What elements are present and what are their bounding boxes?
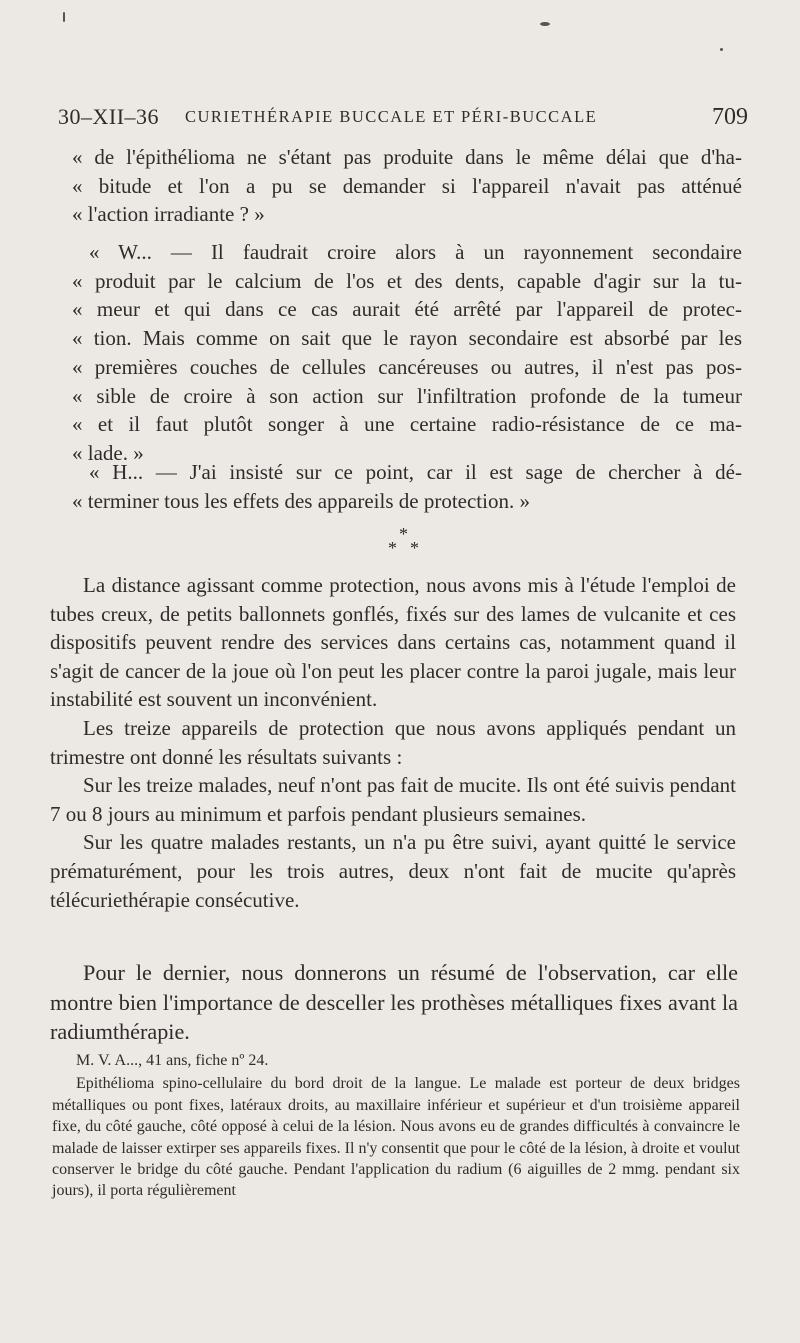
quote-line: « terminer tous les effets des appareils de protection. » [72,488,530,513]
quote-block-1 [52,143,742,229]
running-header [58,104,748,138]
quote-line: « lade. » [72,440,144,465]
body-paragraph: Sur les treize malades, neuf n'ont pas fait de mucite. Ils ont été suivis pendant 7 ou 8 jours au minimum et parfois pendant plusieurs semaines. [50,773,736,826]
quote-line: « tion. Mais comme on sait que le rayon secondaire est absorbé par les [72,326,742,351]
body-paragraphs [50,571,736,914]
body-paragraph: Sur les quatre malades restants, un n'a pu être suivi, ayant quitté le service prématurément, pour les trois autres, deux n'ont fait de mucite qu'après télécuriethérapie consécutive. [50,830,736,912]
scan-speck [63,12,65,22]
asterism-separator [380,524,430,564]
quote-line: « meur et qui dans ce cas aurait été arrêté par l'appareil de protec- [72,297,742,322]
quote-line: « bitude et l'on a pu se demander si l'appareil n'avait pas atténué [72,173,742,198]
scan-speck [540,22,550,26]
quote-line: « sible de croire à son action sur l'infiltration profonde de la tumeur [72,383,742,408]
body-paragraph: Pour le dernier, nous donnerons un résumé de l'observation, car elle montre bien l'importance de desceller les prothèses métalliques fixes avant la radiumthérapie. [50,960,738,1044]
quote-line: « de l'épithélioma ne s'étant pas produite dans le même délai que d'ha- [72,145,742,169]
case-text: Epithélioma spino-cellulaire du bord droit de la langue. Le malade est porteur de deux bridges métalliques ou pont fixes, latéraux droits, au maxillaire inférieur et supérieur et d'un troisième appareil fixe, du côté gauche, côté opposé à celui de la lésion. Nous avons eu de grandes difficultés à convaincre le malade de laisser extirper ses appareils fixes. Il n'y consentit que pour le côté de la lésion, à droite et voulut conserver le bridge du côté gauche. Pendant l'application du radium (6 aiguilles de 2 mmg. pendant six jours), il porta régulièrement [52,1075,740,1200]
quote-line: « premières couches de cellules cancéreuses ou autres, il n'est pas pos- [72,354,742,379]
header-running-title: CURIETHÉRAPIE BUCCALE ET PÉRI-BUCCALE [185,107,598,126]
body-paragraph: La distance agissant comme protection, nous avons mis à l'étude l'emploi de tubes creux, de petits ballonnets gonflés, fixés sur des lames de vulcanite et ces dispositifs peuvent rendre des services dans certains cas, notamment quand il s'agit de cancer de la joue où l'on peut les placer contre la paroi jugale, mais leur instabilité est souvent un inconvénient. [50,573,736,712]
scan-speck [720,48,723,51]
quote-block-2 [52,238,742,468]
page-number: 709 [712,104,748,130]
quote-line: « W... — Il faudrait croire alors à un rayonnement secondaire [89,240,742,264]
body-paragraph: Les treize appareils de protection que nous avons appliqués pendant un trimestre ont donné les résultats suivants : [50,715,736,769]
quote-line: « produit par le calcium de l'os et des dents, capable d'agir sur la tu- [72,268,742,293]
quote-block-3 [52,458,742,515]
asterism-star: * [410,538,419,558]
asterism-star: * [388,538,397,558]
final-body-paragraph [50,958,738,1047]
header-date: 30–XII–36 [58,104,160,129]
quote-line: « l'action irradiante ? » [72,202,265,227]
case-heading: M. V. A..., 41 ans, fiche nº 24. [76,1052,269,1069]
quote-line: « H... — J'ai insisté sur ce point, car il est sage de chercher à dé- [89,460,742,484]
quote-line: « et il faut plutôt songer à une certaine radio-résistance de ce ma- [72,412,742,437]
asterism-star: * [399,524,408,544]
case-note [52,1050,740,1202]
